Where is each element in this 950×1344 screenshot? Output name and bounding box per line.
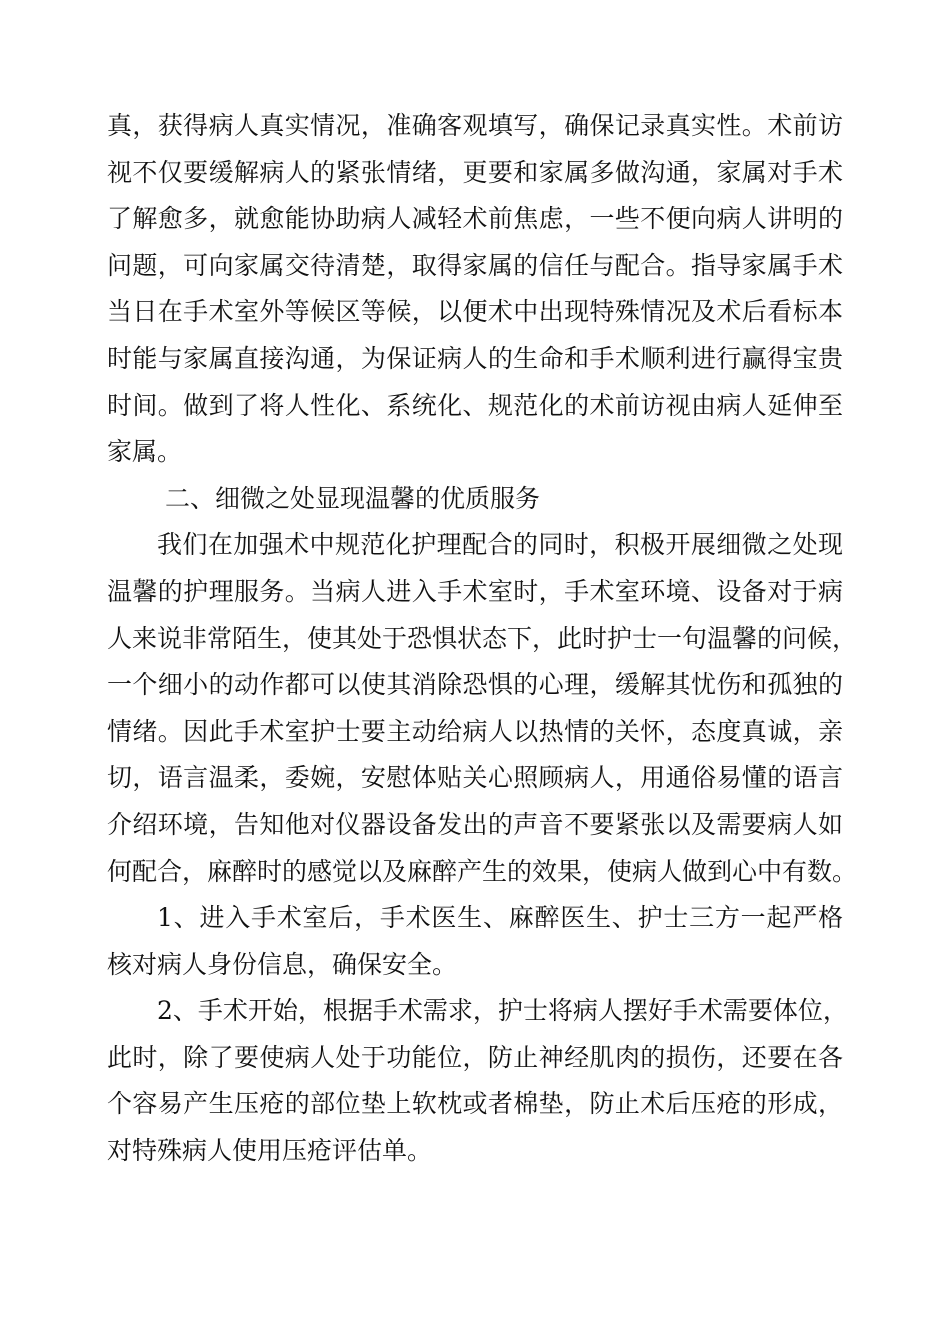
text-line: 对特殊病人使用压疮评估单。 [107, 1136, 433, 1166]
text-line: 家属。 [107, 437, 183, 467]
text-line: 介绍环境，告知他对仪器设备发出的声音不要紧张以及需要病人如 [107, 809, 843, 839]
section-heading-text: 二、细微之处显现温馨的优质服务 [165, 483, 541, 513]
text-line: 2、手术开始，根据手术需求，护士将病人摆好手术需要体位， [157, 996, 848, 1026]
text-line: 温馨的护理服务。当病人进入手术室时，手术室环境、设备对于病 [107, 576, 843, 606]
text-line: 问题，可向家属交待清楚，取得家属的信任与配合。指导家属手术 [107, 250, 843, 280]
text-line: 1、进入手术室后，手术医生、麻醉医生、护士三方一起严格 [157, 903, 843, 933]
paragraph-warm-service [107, 522, 858, 895]
list-item-1 [107, 895, 843, 988]
document-body [107, 103, 858, 1175]
text-line: 此时，除了要使病人处于功能位，防止神经肌肉的损伤，还要在各 [107, 1042, 843, 1072]
text-line: 视不仅要缓解病人的紧张情绪，更要和家属多做沟通，家属对手术 [107, 157, 843, 187]
text-line: 切，语言温柔，委婉，安慰体贴关心照顾病人，用通俗易懂的语言 [107, 763, 843, 793]
text-line: 时间。做到了将人性化、系统化、规范化的术前访视由病人延伸至 [107, 390, 843, 420]
section-heading [107, 476, 843, 523]
text-line: 了解愈多，就愈能协助病人减轻术前焦虑，一些不便向病人讲明的 [107, 204, 843, 234]
text-line: 一个细小的动作都可以使其消除恐惧的心理，缓解其忧伤和孤独的 [107, 670, 843, 700]
paragraph-preoperative-visit [107, 103, 843, 476]
text-line: 情绪。因此手术室护士要主动给病人以热情的关怀，态度真诚，亲 [107, 716, 843, 746]
text-line: 人来说非常陌生，使其处于恐惧状态下，此时护士一句温馨的问候， [107, 623, 858, 653]
text-line: 真，获得病人真实情况，准确客观填写，确保记录真实性。术前访 [107, 111, 843, 140]
text-line: 何配合，麻醉时的感觉以及麻醉产生的效果，使病人做到心中有数。 [107, 856, 858, 886]
text-line: 当日在手术室外等候区等候，以便术中出现特殊情况及术后看标本 [107, 297, 843, 327]
text-line: 核对病人身份信息，确保安全。 [107, 949, 458, 979]
list-item-2 [107, 988, 848, 1174]
text-line: 我们在加强术中规范化护理配合的同时，积极开展细微之处现 [157, 530, 843, 560]
text-line: 时能与家属直接沟通，为保证病人的生命和手术顺利进行赢得宝贵 [107, 343, 843, 373]
text-line: 个容易产生压疮的部位垫上软枕或者棉垫，防止术后压疮的形成， [107, 1089, 843, 1119]
